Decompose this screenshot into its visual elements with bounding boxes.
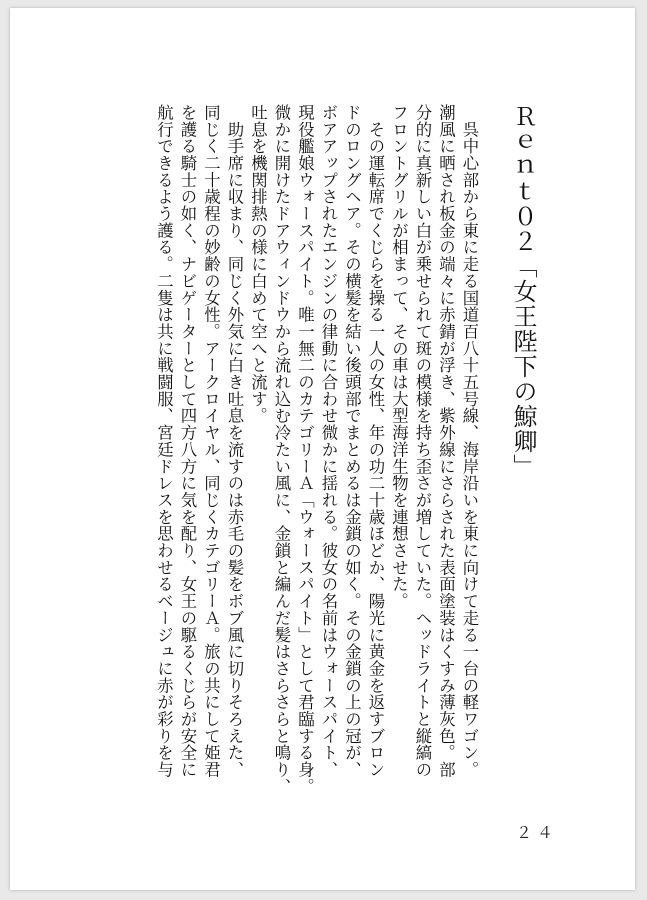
body-line: 吐息を機関排熱の様に白めて空へと流す。 (248, 104, 268, 425)
body-line: フロントグリルが相まって、その車は大型海洋生物を連想させた。 (389, 104, 409, 610)
body-line: 呉中心部から東に走る国道百八十五号線、海岸沿いを東に向けて走る一台の軽ワゴン。 (460, 104, 479, 778)
body-line: 助手席に収まり、同じく外気に白き吐息を流すのは赤毛の髪をボブ風に切りそろえた、 (225, 104, 244, 778)
body-line: 現役艦娘ウォースパイト。唯一無二のカテゴリーＡ「ウォースパイト」として君臨する身。 (295, 104, 315, 795)
chapter-title: Ｒｅｎｔ０２「女王陛下の鯨卿」 (509, 104, 537, 479)
body-line: 航行できるよう護る。二隻は共に戦闘服、宮廷ドレスを思わせるベージュに赤が彩りを与 (154, 104, 174, 778)
page-number: ２４ (516, 823, 559, 842)
vertical-text-block (152, 104, 543, 804)
body-line: 同じく二十歳程の妙齢の女性。アークロイヤル、同じくカテゴリーＡ。旅の共にして姫君 (201, 104, 221, 778)
body-line: ドのロングヘア。その横髪を結い後頭部でまとめるは金鎖の如く。その金鎖の上の冠が、 (342, 104, 362, 778)
body-line: 潮風に晒され板金の端々に赤錆が浮き、紫外線にさらされた表面塗装はくすみ薄灰色。部 (436, 104, 456, 778)
body-line: その運転席でくじらを操る一人の女性、年の功二十歳ほどか、陽光に黄金を返すブロン (366, 104, 385, 778)
body-line: 微かに開けたドアウィンドウから流れ込む冷たい風に、金鎖と編んだ髪はさらさらと鳴り、 (272, 104, 291, 795)
document-page (10, 8, 635, 890)
body-line: を護る騎士の如く、ナビゲーターとして四方八方に気を配り、女王の駆るくじらが安全に (178, 104, 197, 778)
body-line: 分的に真新しい白が乗せられて斑の模様を持ち歪さが増していた。ヘッドライトと縦縞の (413, 104, 432, 778)
body-line: ボアアップされたエンジンの律動に合わせ微かに揺れる。彼女の名前はウォースパイト、 (319, 104, 338, 778)
